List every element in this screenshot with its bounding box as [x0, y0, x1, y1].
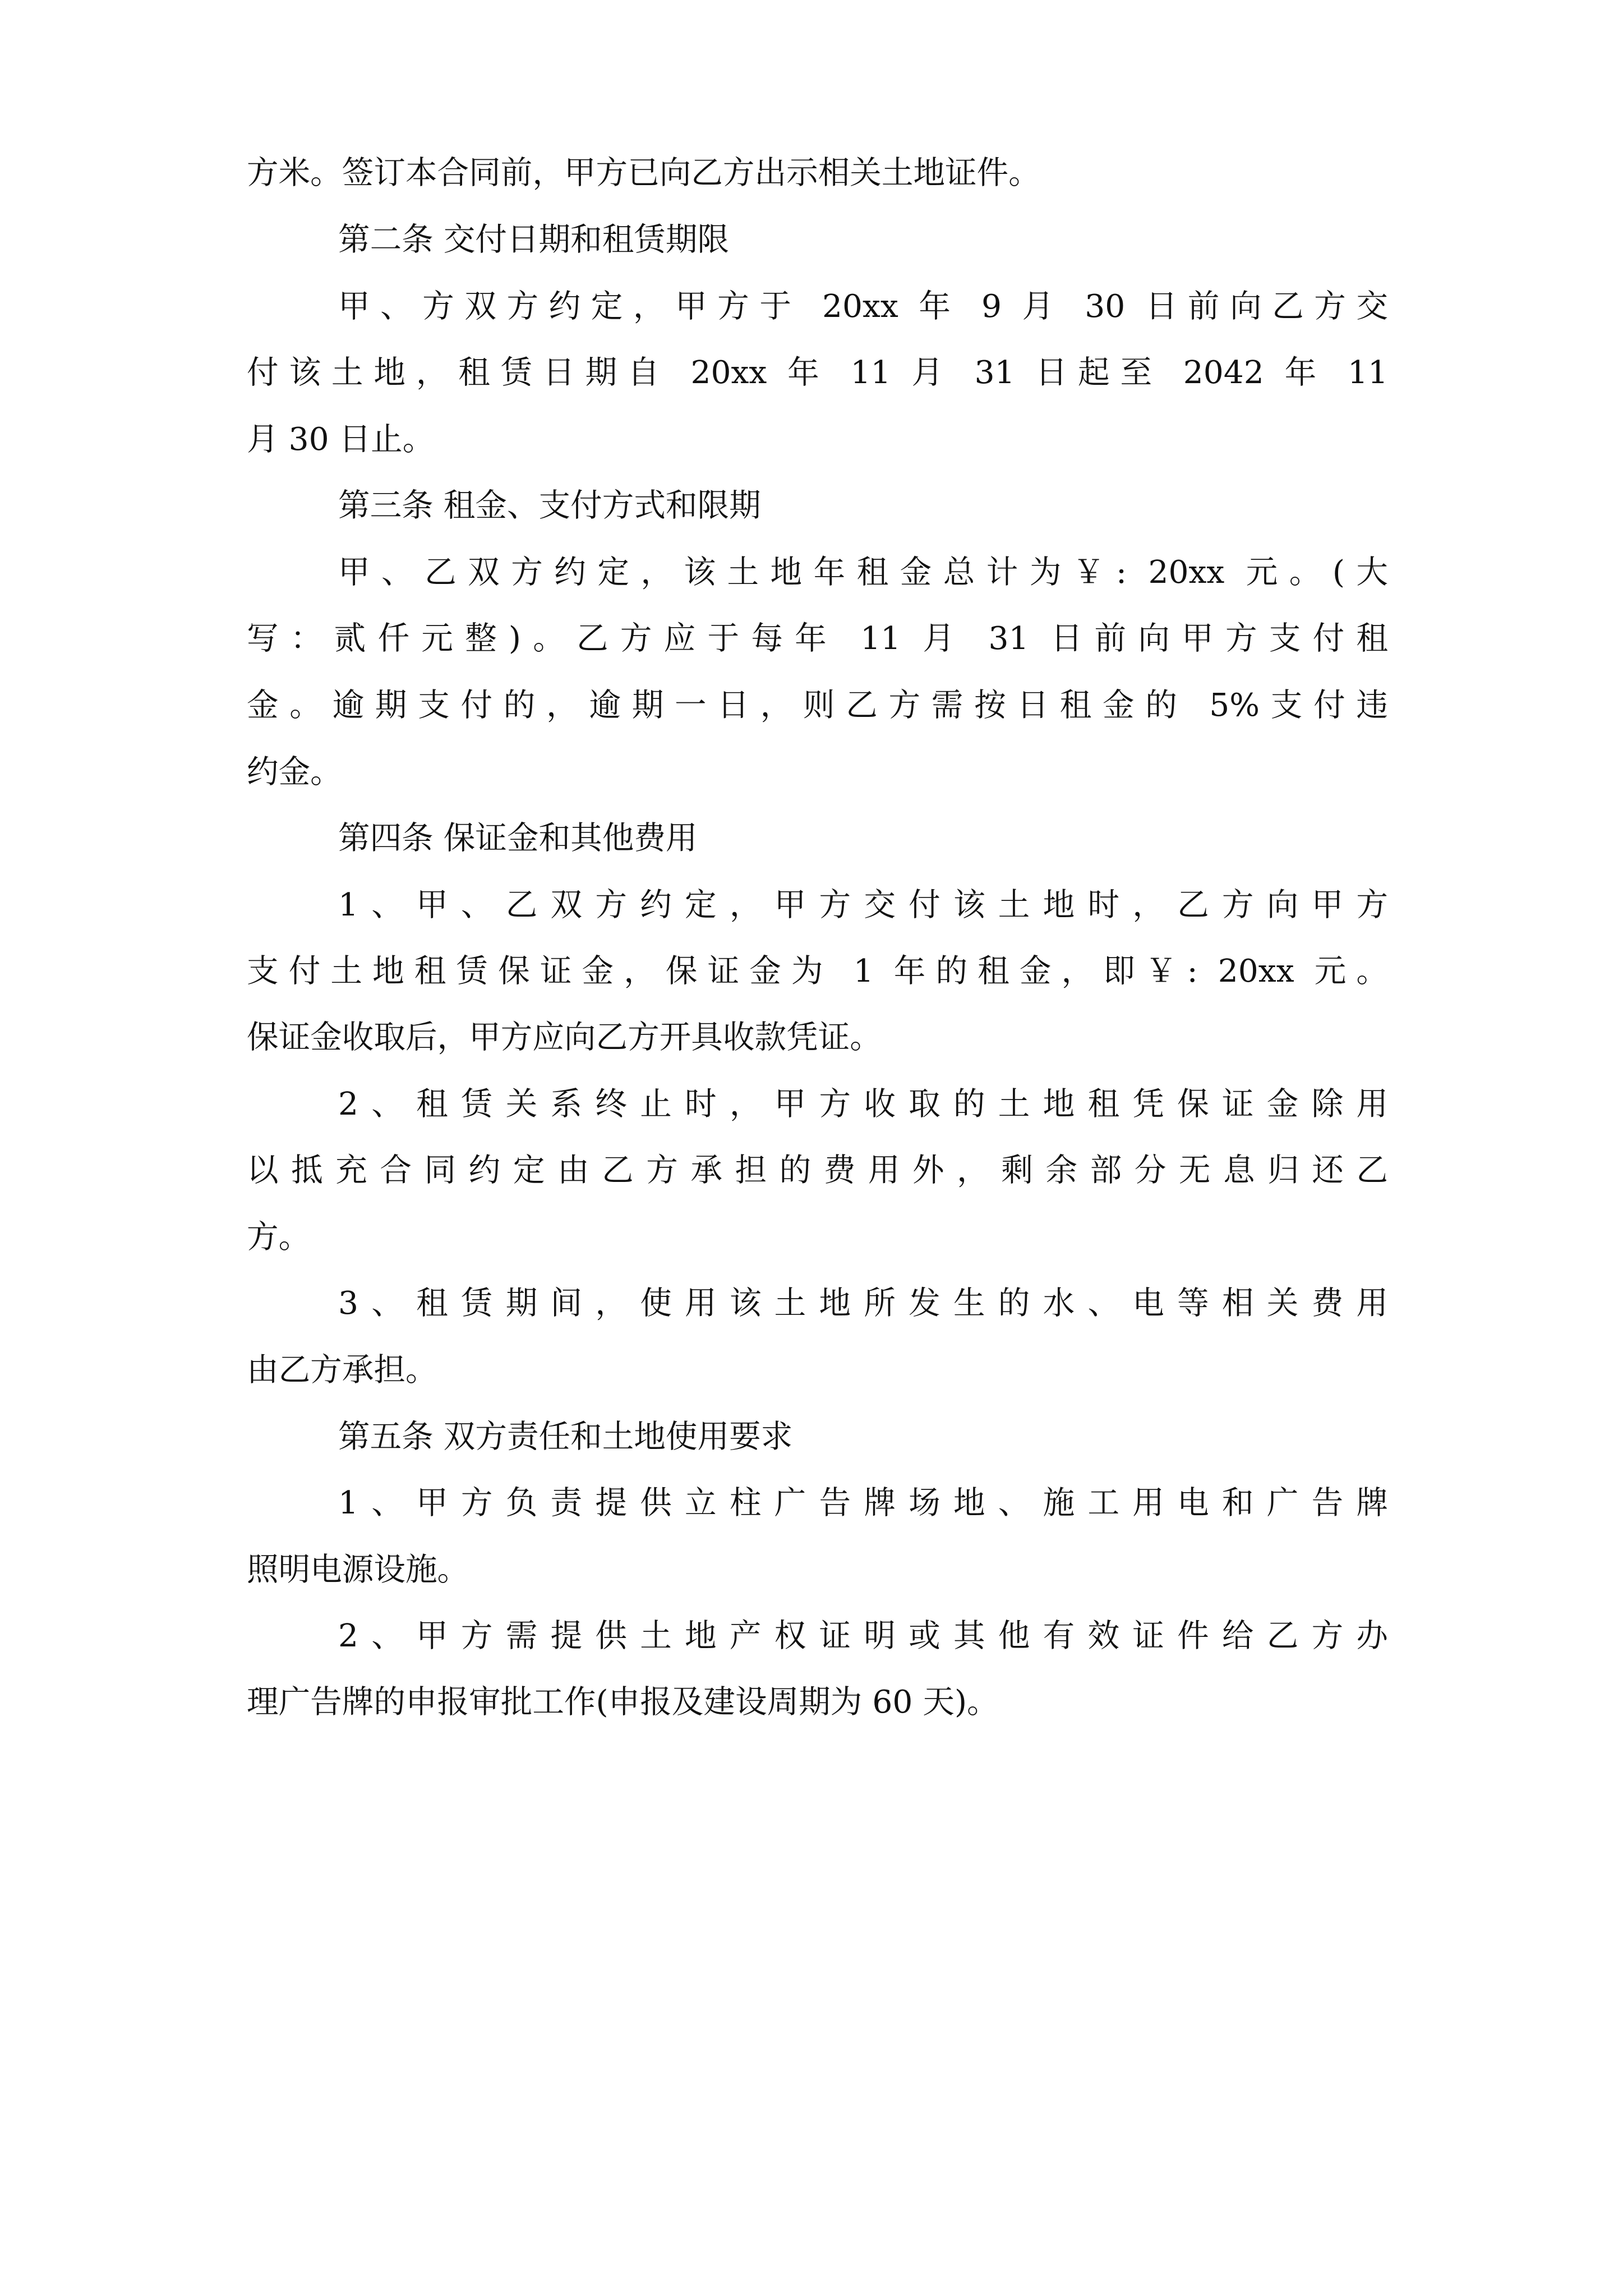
text-line: 方米。签订本合同前，甲方已向乙方出示相关土地证件。 — [247, 154, 1040, 191]
text-line: 理广告牌的申报审批工作(申报及建设周期为 60 天)。 — [247, 1683, 999, 1721]
text-line: 1、甲方负责提供立柱广告牌场地、施工用电和广告牌 — [338, 1484, 1388, 1521]
text-line: 金。逾期支付的，逾期一日，则乙方需按日租金的 5%支付违 — [247, 686, 1388, 724]
text-line: 3、租赁期间，使用该土地所发生的水、电等相关费用 — [338, 1285, 1388, 1322]
text-line: 方。 — [247, 1218, 311, 1255]
text-line: 以抵充合同约定由乙方承担的费用外，剩余部分无息归还乙 — [247, 1152, 1388, 1189]
text-line: 照明电源设施。 — [247, 1550, 469, 1588]
text-line: 由乙方承担。 — [247, 1351, 437, 1388]
text-line: 付该土地，租赁日期自 20xx 年 11 月 31 日起至 2042 年 11 — [247, 354, 1388, 392]
section-heading: 第五条 双方责任和土地使用要求 — [338, 1418, 793, 1455]
text-line: 2、租赁关系终止时，甲方收取的土地租凭保证金除用 — [338, 1085, 1388, 1123]
text-line: 写：贰仟元整)。乙方应于每年 11 月 31 日前向甲方支付租 — [247, 620, 1388, 657]
text-line: 月 30 日止。 — [247, 421, 435, 458]
text-line: 1、甲、乙双方约定，甲方交付该土地时，乙方向甲方 — [338, 886, 1388, 923]
section-heading: 第三条 租金、支付方式和限期 — [338, 487, 761, 524]
text-line: 甲、方双方约定，甲方于 20xx 年 9 月 30 日前向乙方交 — [338, 287, 1388, 325]
text-line: 约金。 — [247, 753, 342, 790]
text-line: 支付土地租赁保证金，保证金为 1 年的租金，即￥: 20xx 元。 — [247, 952, 1388, 990]
text-line: 甲、乙双方约定，该土地年租金总计为￥: 20xx 元。(大 — [338, 553, 1388, 591]
text-line: 2、甲方需提供土地产权证明或其他有效证件给乙方办 — [338, 1617, 1388, 1654]
section-heading: 第二条 交付日期和租赁期限 — [338, 221, 730, 259]
section-heading: 第四条 保证金和其他费用 — [338, 819, 698, 857]
text-line: 保证金收取后，甲方应向乙方开具收款凭证。 — [247, 1019, 882, 1056]
